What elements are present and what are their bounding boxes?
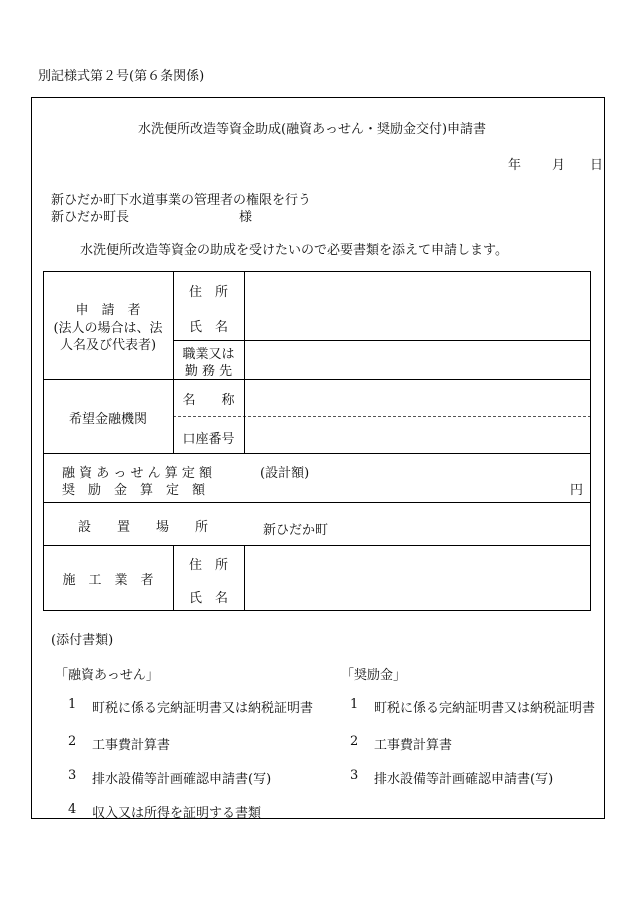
contractor-label: 施 工 業 者 <box>62 573 154 588</box>
bank-name-label: 名 称 <box>182 393 235 408</box>
list-item-number: 3 <box>350 768 359 783</box>
location-label: 設 置 場 所 <box>77 520 208 535</box>
contractor-address-label: 住 所 <box>188 558 228 573</box>
table-rule <box>244 545 245 611</box>
amount-label-line-1: 融 資 あ っ せ ん 算 定 額 <box>62 466 213 481</box>
amount-unit: 円 <box>570 483 584 498</box>
list-item-number: 2 <box>68 734 77 749</box>
list-item-number: 4 <box>68 802 77 817</box>
table-rule <box>43 610 591 611</box>
table-rule <box>43 545 591 546</box>
applicant-note-line-2: 人名及び代表者) <box>59 338 157 353</box>
list-item: 排水設備等計画確認申請書(写) <box>92 772 272 787</box>
form-title: 水洗便所改造等資金助成(融資あっせん・奨励金交付)申請書 <box>138 122 487 137</box>
table-rule <box>590 271 591 611</box>
application-statement: 水洗便所改造等資金の助成を受けたいので必要書類を添えて申請します。 <box>80 243 508 258</box>
recipient-line-2: 新ひだか町長 <box>51 210 130 225</box>
list-item: 工事費計算書 <box>374 738 453 753</box>
table-rule <box>43 271 591 272</box>
recipient-line-1: 新ひだか町下水道事業の管理者の権限を行う <box>51 193 312 208</box>
list-item-number: 1 <box>350 697 359 712</box>
list-item-number: 2 <box>350 734 359 749</box>
list-item-number: 3 <box>68 768 77 783</box>
list-item: 収入又は所得を証明する書類 <box>92 806 262 821</box>
table-dashed-rule <box>173 416 591 417</box>
date-day-label: 日 <box>590 158 604 173</box>
list-item: 町税に係る完納証明書又は納税証明書 <box>374 701 596 716</box>
recipient-honorific: 様 <box>239 210 253 225</box>
applicant-occupation-line-1: 職業又は <box>182 347 235 362</box>
date-year-label: 年 <box>508 158 522 173</box>
list-item: 工事費計算書 <box>92 738 171 753</box>
table-rule <box>43 502 591 503</box>
list-item: 町税に係る完納証明書又は納税証明書 <box>92 701 314 716</box>
application-form <box>31 97 605 819</box>
table-rule <box>43 453 591 454</box>
applicant-label: 申 請 者 <box>75 303 141 318</box>
applicant-name-label: 氏 名 <box>188 320 228 335</box>
location-value: 新ひだか町 <box>263 523 329 538</box>
applicant-address-label: 住 所 <box>188 285 228 300</box>
applicant-note-line-1: (法人の場合は、法 <box>53 321 163 336</box>
amount-design-note: (設計額) <box>260 466 310 481</box>
applicant-occupation-line-2: 勤 務 先 <box>184 364 233 379</box>
grant-heading: 「奨励金」 <box>341 668 407 683</box>
list-item: 排水設備等計画確認申請書(写) <box>374 772 554 787</box>
table-rule <box>244 271 245 453</box>
contractor-name-label: 氏 名 <box>188 591 228 606</box>
bank-label: 希望金融機関 <box>68 412 147 427</box>
amount-label-line-2: 奨 励 金 算 定 額 <box>62 483 206 498</box>
bank-account-label: 口座番号 <box>182 432 235 447</box>
loan-heading: 「融資あっせん」 <box>55 668 159 683</box>
attachments-heading: (添付書類) <box>51 633 114 648</box>
form-number: 別記様式第２号(第６条関係) <box>38 69 205 84</box>
list-item-number: 1 <box>68 697 77 712</box>
date-month-label: 月 <box>552 158 566 173</box>
table-rule <box>43 379 591 380</box>
table-rule <box>173 340 591 341</box>
